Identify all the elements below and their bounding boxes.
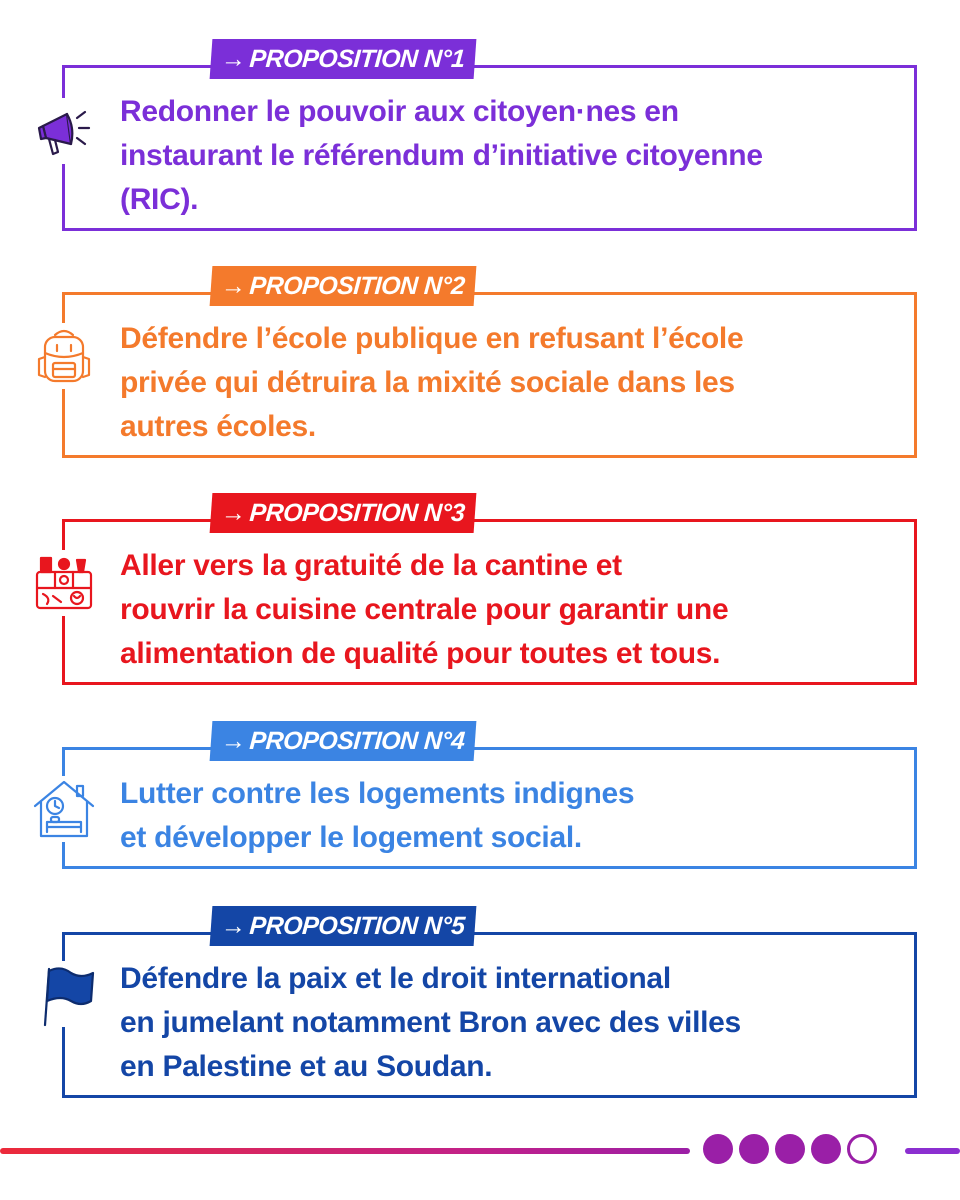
- arrow-icon: →: [220, 727, 247, 755]
- proposition-tag-1: [210, 39, 476, 79]
- pagination-dot-1[interactable]: [703, 1134, 733, 1164]
- arrow-icon: →: [220, 912, 247, 940]
- proposition-tag-2: [210, 266, 476, 306]
- text-line: en Palestine et au Soudan.: [120, 1050, 493, 1083]
- footer-divider-left: [0, 1148, 690, 1154]
- proposition-tag-label: PROPOSITION N°1: [248, 45, 466, 73]
- lunch-tray-icon: [31, 550, 97, 616]
- proposition-card-5: [62, 912, 917, 1098]
- proposition-tag-label: PROPOSITION N°5: [248, 912, 466, 940]
- pagination-dot-5-current[interactable]: [847, 1134, 877, 1164]
- proposition-card-1: [62, 45, 917, 231]
- proposition-text-2: [120, 317, 894, 449]
- text-line: (RIC).: [120, 183, 199, 216]
- text-line: en jumelant notamment Bron avec des villes: [120, 1006, 741, 1039]
- pagination-dot-2[interactable]: [739, 1134, 769, 1164]
- text-line: Défendre la paix et le droit international: [120, 962, 671, 995]
- flag-icon: [31, 961, 97, 1027]
- proposition-tag-label: PROPOSITION N°3: [248, 499, 466, 527]
- text-line: Redonner le pouvoir aux citoyen·nes en: [120, 95, 679, 128]
- proposition-tag-4: [210, 721, 476, 761]
- text-line: alimentation de qualité pour toutes et tous.: [120, 637, 721, 670]
- proposition-text-1: [120, 90, 894, 222]
- proposition-tag-5: [210, 906, 476, 946]
- proposition-card-4: [62, 727, 917, 869]
- proposition-text-4: [120, 772, 894, 860]
- text-line: Lutter contre les logements indignes: [120, 777, 635, 810]
- text-line: rouvrir la cuisine centrale pour garantir une: [120, 593, 729, 626]
- proposition-card-2: [62, 272, 917, 458]
- text-line: Aller vers la gratuité de la cantine et: [120, 549, 622, 582]
- proposition-tag-label: PROPOSITION N°4: [248, 727, 466, 755]
- proposition-text-3: [120, 544, 894, 676]
- pagination-dot-3[interactable]: [775, 1134, 805, 1164]
- house-icon: [31, 776, 97, 842]
- text-line: autres écoles.: [120, 410, 316, 443]
- pagination-dots[interactable]: [703, 1134, 877, 1164]
- text-line: Défendre l’école publique en refusant l’école: [120, 322, 744, 355]
- pagination-dot-4[interactable]: [811, 1134, 841, 1164]
- proposition-tag-label: PROPOSITION N°2: [248, 272, 466, 300]
- arrow-icon: →: [220, 272, 247, 300]
- backpack-icon: [31, 323, 97, 389]
- arrow-icon: →: [220, 499, 247, 527]
- footer-divider-right: [905, 1148, 960, 1154]
- text-line: instaurant le référendum d’initiative citoyenne: [120, 139, 763, 172]
- arrow-icon: →: [220, 45, 247, 73]
- megaphone-icon: [31, 98, 97, 164]
- proposition-text-5: [120, 957, 894, 1089]
- proposition-card-3: [62, 499, 917, 685]
- text-line: et développer le logement social.: [120, 821, 582, 854]
- text-line: privée qui détruira la mixité sociale dans les: [120, 366, 735, 399]
- proposition-tag-3: [210, 493, 476, 533]
